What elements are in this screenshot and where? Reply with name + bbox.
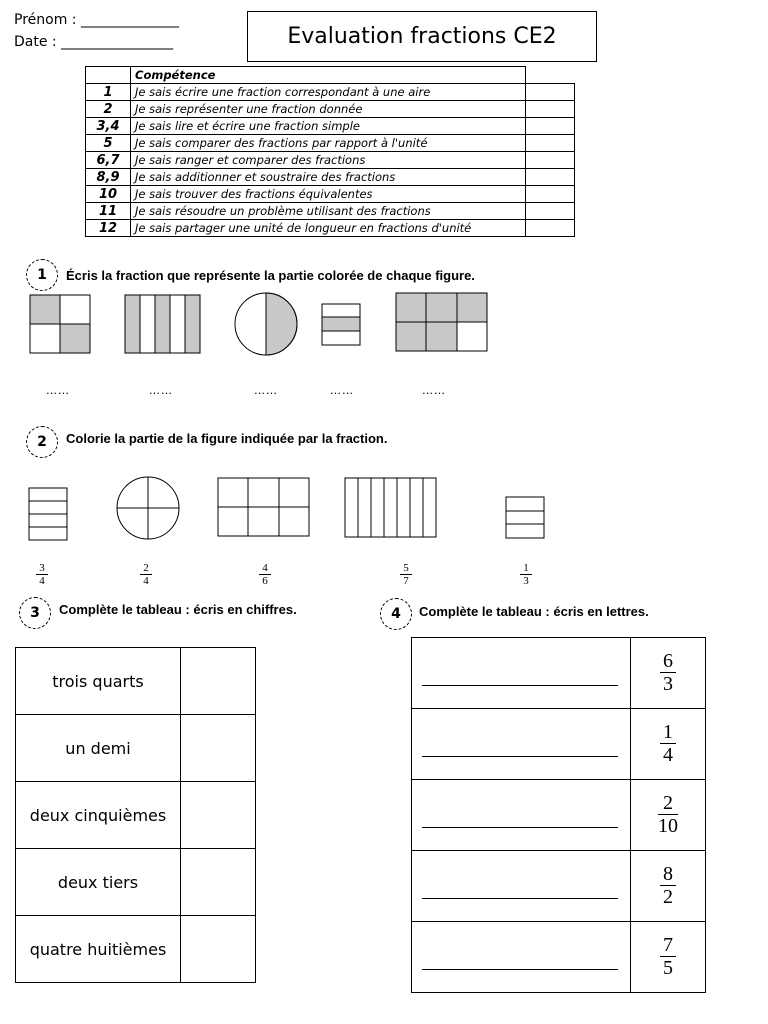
ex1-number-badge: 1 bbox=[26, 259, 58, 291]
ex2-figure-grid[interactable] bbox=[218, 478, 309, 536]
ex4-answer-cell[interactable] bbox=[412, 780, 631, 851]
ex2-figures bbox=[0, 470, 768, 548]
comp-check-cell[interactable] bbox=[526, 186, 575, 203]
comp-check-cell[interactable] bbox=[526, 203, 575, 220]
ex1-instruction: Écris la fraction que représente la partie colorée de chaque figure. bbox=[66, 268, 475, 283]
prenom-label[interactable]: Prénom : ______________ bbox=[14, 12, 179, 28]
table-row bbox=[16, 916, 256, 983]
comp-num: 6,7 bbox=[86, 152, 131, 169]
comp-num: 2 bbox=[86, 101, 131, 118]
ex4-fraction: $\frac{2}{10}$ bbox=[658, 792, 678, 837]
ex1-answer-blank[interactable]: …… bbox=[422, 384, 446, 397]
ex1-figure-square bbox=[30, 295, 90, 353]
ex3-table bbox=[15, 647, 256, 983]
ex1-answer-blank[interactable]: …… bbox=[149, 384, 173, 397]
ex1-figure-grid bbox=[396, 293, 487, 351]
ex4-answer-line[interactable] bbox=[422, 827, 618, 828]
ex1-answer-blank[interactable]: …… bbox=[330, 384, 354, 397]
ex4-answer-line[interactable] bbox=[422, 756, 618, 757]
ex3-word: quatre huitièmes bbox=[16, 916, 181, 983]
ex3-number-badge: 3 bbox=[19, 597, 51, 629]
ex3-answer-cell[interactable] bbox=[181, 782, 256, 849]
comp-num: 8,9 bbox=[86, 169, 131, 186]
table-row bbox=[16, 648, 256, 715]
table-row bbox=[16, 782, 256, 849]
ex1-figures bbox=[0, 288, 768, 360]
ex4-answer-cell[interactable] bbox=[412, 851, 631, 922]
ex4-answer-cell[interactable] bbox=[412, 922, 631, 993]
ex1-figure-bands bbox=[322, 304, 360, 345]
ex2-figure-circle[interactable] bbox=[117, 477, 179, 539]
ex4-answer-line[interactable] bbox=[422, 898, 618, 899]
ex3-answer-cell[interactable] bbox=[181, 715, 256, 782]
ex3-word: un demi bbox=[16, 715, 181, 782]
ex4-number-badge: 4 bbox=[380, 598, 412, 630]
comp-check-cell[interactable] bbox=[526, 84, 575, 101]
comp-check-cell[interactable] bbox=[526, 169, 575, 186]
ex2-fraction: $\frac{3}{4}$ bbox=[34, 562, 50, 587]
comp-label: Je sais partager une unité de longueur en fractions d'unité bbox=[131, 220, 526, 237]
ex4-fraction: $\frac{1}{4}$ bbox=[663, 721, 673, 766]
comp-check-cell[interactable] bbox=[526, 220, 575, 237]
comp-label: Je sais ranger et comparer des fractions bbox=[131, 152, 526, 169]
comp-label: Je sais représenter une fraction donnée bbox=[131, 101, 526, 118]
comp-label: Je sais trouver des fractions équivalentes bbox=[131, 186, 526, 203]
ex4-fraction: $\frac{6}{3}$ bbox=[663, 650, 673, 695]
ex4-instruction: Complète le tableau : écris en lettres. bbox=[419, 604, 649, 619]
ex4-answer-line[interactable] bbox=[422, 969, 618, 970]
ex3-instruction: Complète le tableau : écris en chiffres. bbox=[59, 602, 297, 617]
comp-num: 11 bbox=[86, 203, 131, 220]
ex1-figure-strips bbox=[125, 295, 200, 353]
ex4-fraction: $\frac{8}{2}$ bbox=[663, 863, 673, 908]
table-row bbox=[412, 851, 706, 922]
table-row bbox=[412, 780, 706, 851]
ex2-fraction: $\frac{1}{3}$ bbox=[518, 562, 534, 587]
ex2-fraction: $\frac{5}{7}$ bbox=[398, 562, 414, 587]
comp-num-header bbox=[86, 67, 131, 84]
comp-label: Je sais écrire une fraction correspondant à une aire bbox=[131, 84, 526, 101]
date-label[interactable]: Date : ________________ bbox=[14, 34, 174, 50]
comp-check-cell[interactable] bbox=[526, 118, 575, 135]
comp-check-cell[interactable] bbox=[526, 152, 575, 169]
ex3-answer-cell[interactable] bbox=[181, 916, 256, 983]
ex3-word: deux tiers bbox=[16, 849, 181, 916]
comp-label: Je sais lire et écrire une fraction simple bbox=[131, 118, 526, 135]
page-title: Evaluation fractions CE2 bbox=[247, 11, 597, 62]
comp-label: Je sais résoudre un problème utilisant des fractions bbox=[131, 203, 526, 220]
table-row bbox=[16, 849, 256, 916]
ex4-answer-line[interactable] bbox=[422, 685, 618, 686]
comp-check-cell[interactable] bbox=[526, 101, 575, 118]
comp-heading: Compétence bbox=[131, 67, 526, 84]
ex2-figure-bands-4[interactable] bbox=[29, 488, 67, 540]
ex4-table bbox=[411, 637, 706, 993]
ex2-figure-bands-3[interactable] bbox=[506, 497, 544, 538]
ex4-answer-cell[interactable] bbox=[412, 709, 631, 780]
ex3-word: deux cinquièmes bbox=[16, 782, 181, 849]
ex3-answer-cell[interactable] bbox=[181, 849, 256, 916]
ex2-figure-strips[interactable] bbox=[345, 478, 436, 537]
ex4-answer-cell[interactable] bbox=[412, 638, 631, 709]
table-row bbox=[412, 638, 706, 709]
ex2-fraction: $\frac{2}{4}$ bbox=[138, 562, 154, 587]
ex1-figure-circle bbox=[235, 293, 297, 355]
table-row bbox=[16, 715, 256, 782]
comp-num: 3,4 bbox=[86, 118, 131, 135]
ex3-answer-cell[interactable] bbox=[181, 648, 256, 715]
ex2-fraction: $\frac{4}{6}$ bbox=[257, 562, 273, 587]
comp-num: 12 bbox=[86, 220, 131, 237]
comp-num: 10 bbox=[86, 186, 131, 203]
comp-label: Je sais comparer des fractions par rapport à l'unité bbox=[131, 135, 526, 152]
table-row bbox=[412, 709, 706, 780]
comp-num: 1 bbox=[86, 84, 131, 101]
ex1-answer-blank[interactable]: …… bbox=[254, 384, 278, 397]
comp-check-cell[interactable] bbox=[526, 135, 575, 152]
comp-check-header bbox=[526, 67, 575, 84]
ex3-word: trois quarts bbox=[16, 648, 181, 715]
ex4-fraction: $\frac{7}{5}$ bbox=[663, 934, 673, 979]
ex2-instruction: Colorie la partie de la figure indiquée par la fraction. bbox=[66, 431, 388, 446]
ex1-answer-blank[interactable]: …… bbox=[46, 384, 70, 397]
comp-num: 5 bbox=[86, 135, 131, 152]
comp-label: Je sais additionner et soustraire des fractions bbox=[131, 169, 526, 186]
ex2-number-badge: 2 bbox=[26, 426, 58, 458]
competence-table bbox=[85, 66, 575, 237]
table-row bbox=[412, 922, 706, 993]
